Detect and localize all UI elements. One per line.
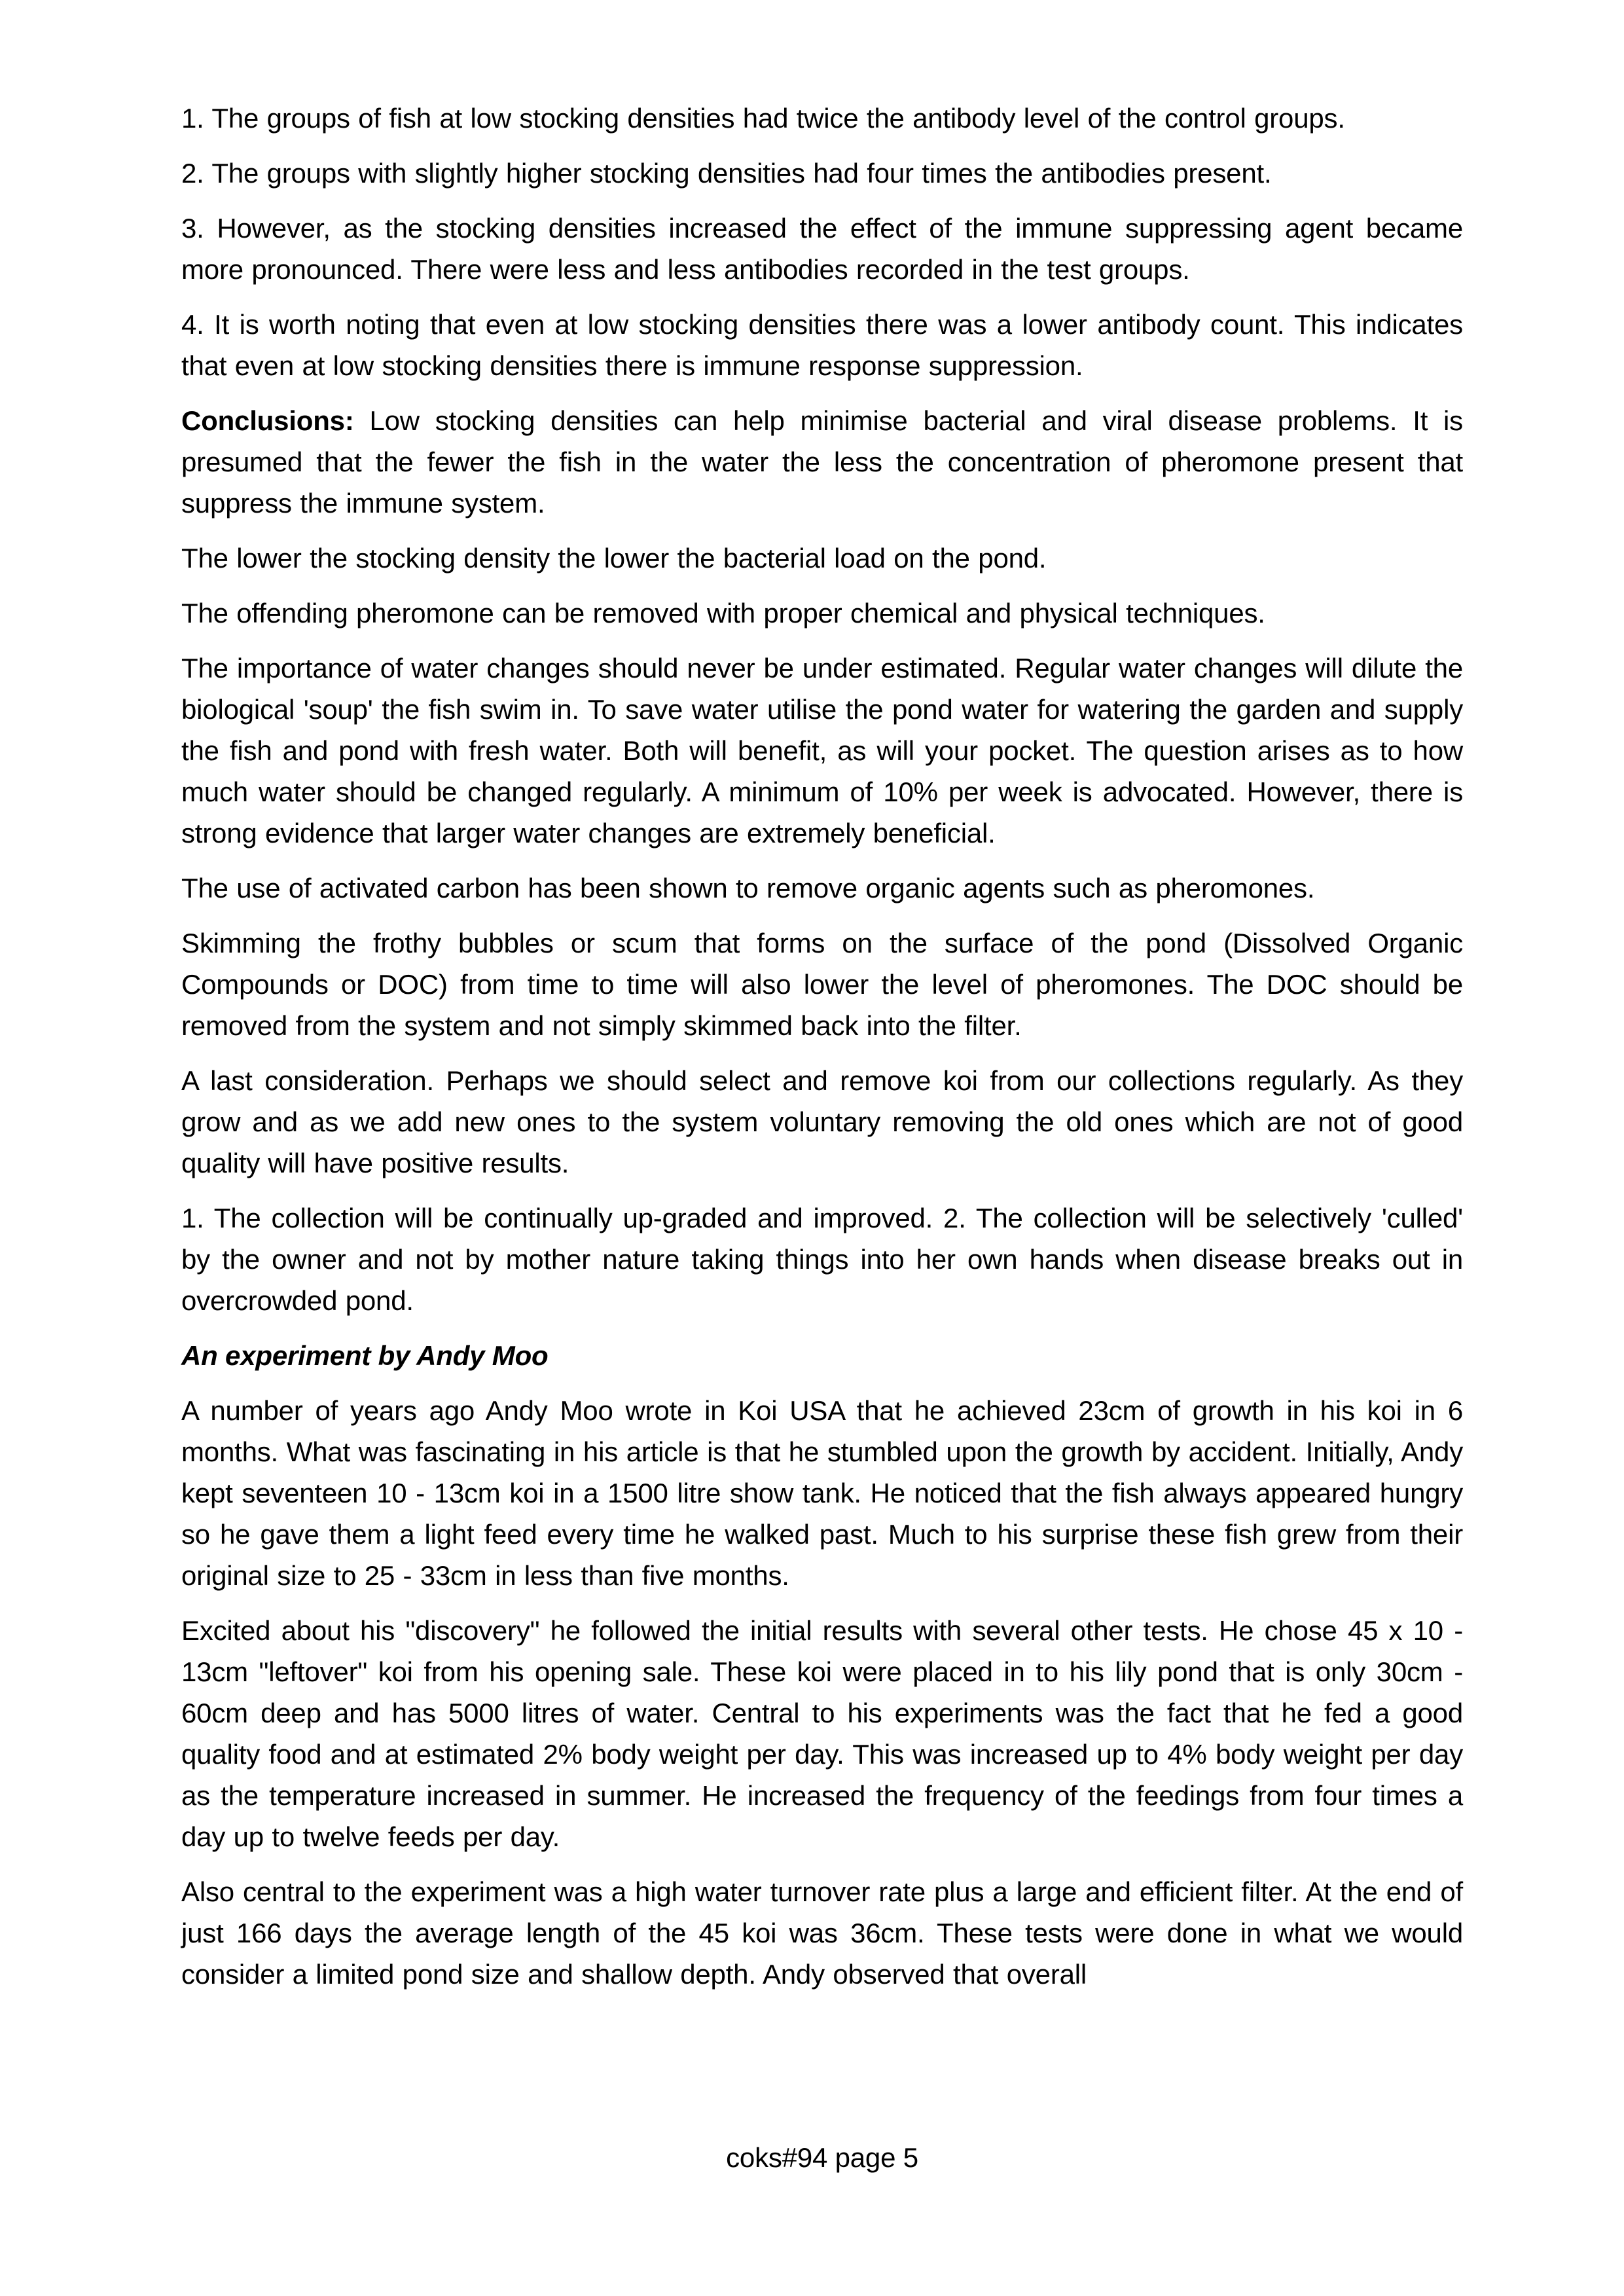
conclusions-paragraph	[181, 400, 1463, 524]
paragraph-stocking-density-bacterial-load: The lower the stocking density the lower the bacterial load on the pond.	[181, 543, 1047, 574]
paragraph-andy-moo-tests: Excited about his "discovery" he followed the initial results with several other tests. He chose 45 x 10 - 13cm "leftover" koi from his opening sale. These koi were placed in to his lily pond that is only 30cm - 60cm deep and has 5000 litres of water. Central to his experiments was the fact that he fed a good quality food and at estimated 2% body weight per day. This was increased up to 4% body weight per day as the temperature increased in summer. He increased the frequency of the feedings from four times a day up to twelve feeds per day.	[181, 1615, 1463, 1852]
numbered-finding-1: 1. The groups of fish at low stocking densities had twice the antibody level of the control groups.	[181, 103, 1345, 134]
conclusions-text: Low stocking densities can help minimise bacterial and viral disease problems. It is presumed that the fewer the fish in the water the less the concentration of pheromone present that suppress the immune system.	[181, 405, 1463, 519]
numbered-finding-4: 4. It is worth noting that even at low stocking densities there was a lower antibody count. This indicates that even at low stocking densities there is immune response suppression.	[181, 309, 1463, 381]
paragraph-water-changes: The importance of water changes should never be under estimated. Regular water changes will dilute the biological 'soup' the fish swim in. To save water utilise the pond water for watering the garden and supply the fish and pond with fresh water. Both will benefit, as will your pocket. The question arises as to how much water should be changed regularly. A minimum of 10% per week is advocated. However, there is strong evidence that larger water changes are extremely beneficial.	[181, 653, 1463, 848]
text-block	[181, 98, 1463, 2009]
paragraph-offending-pheromone: The offending pheromone can be removed with proper chemical and physical techniques.	[181, 598, 1265, 629]
numbered-finding-2: 2. The groups with slightly higher stocking densities had four times the antibodies present.	[181, 158, 1272, 189]
paragraph-skimming-doc: Skimming the frothy bubbles or scum that forms on the surface of the pond (Dissolved Organic Compounds or DOC) from time to time will also lower the level of pheromones. The DOC should be removed from the system and not simply skimmed back into the filter.	[181, 928, 1463, 1041]
numbered-finding-3: 3. However, as the stocking densities increased the effect of the immune suppressing agent became more pronounced. There were less and less antibodies recorded in the test groups.	[181, 213, 1463, 285]
experiment-section-heading: An experiment by Andy Moo	[181, 1340, 549, 1371]
paragraph-collection-culling: 1. The collection will be continually up-graded and improved. 2. The collection will be selectively 'culled' by the owner and not by mother nature taking things into her own hands when disease breaks out in overcrowded pond.	[181, 1203, 1463, 1316]
paragraph-last-consideration: A last consideration. Perhaps we should select and remove koi from our collections regularly. As they grow and as we add new ones to the system voluntary removing the old ones which are not of good quality will have positive results.	[181, 1065, 1463, 1178]
conclusions-label: Conclusions:	[181, 405, 354, 436]
paragraph-activated-carbon: The use of activated carbon has been shown to remove organic agents such as pheromones.	[181, 873, 1315, 903]
paragraph-andy-moo-results: Also central to the experiment was a high water turnover rate plus a large and efficient filter. At the end of just 166 days the average length of the 45 koi was 36cm. These tests were done in what we would consider a limited pond size and shallow depth. Andy observed that overall	[181, 1876, 1463, 1990]
page-footer: coks#94 page 5	[726, 2142, 918, 2173]
paragraph-andy-moo-intro: A number of years ago Andy Moo wrote in Koi USA that he achieved 23cm of growth in his koi in 6 months. What was fascinating in his article is that he stumbled upon the growth by accident. Initially, Andy kept seventeen 10 - 13cm koi in a 1500 litre show tank. He noticed that the fish always appeared hungry so he gave them a light feed every time he walked past. Much to his surprise these fish grew from their original size to 25 - 33cm in less than five months.	[181, 1395, 1463, 1591]
